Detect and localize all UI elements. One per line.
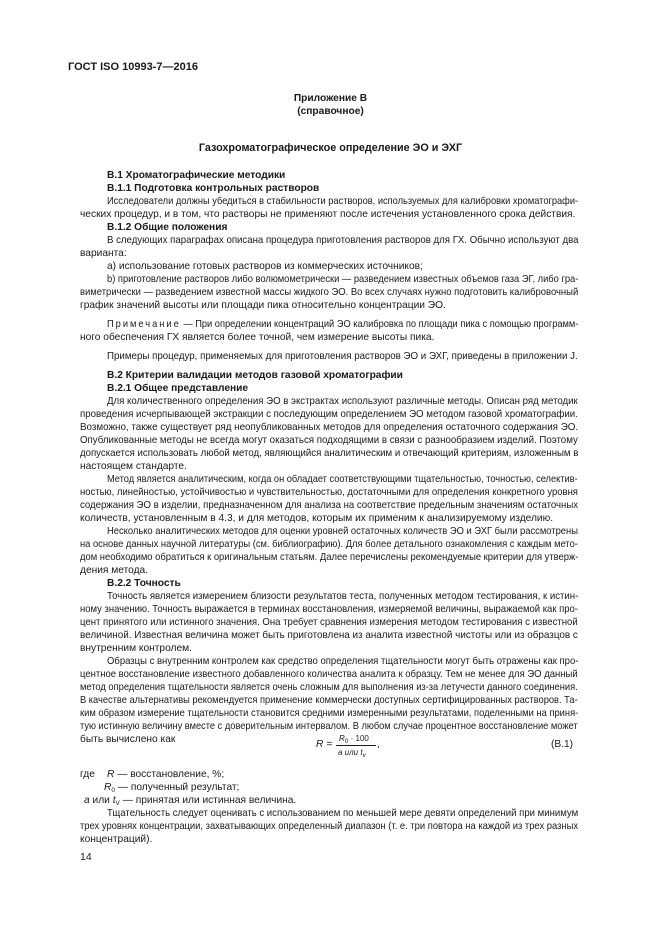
where-r0: $R_0$ — полученный результат; <box>104 782 240 794</box>
heading-b2-2: В.2.2 Точность <box>107 578 181 589</box>
where-a-t: a или $t_V$ — принятая или истинная величина. <box>84 795 297 807</box>
note-line: ного обеспечения ГХ является более точной, чем измерение высоты пика. <box>80 332 435 343</box>
text-line: цент принятого или истинного значения. Она требует сравнения измерения методом тестирования с известной <box>80 617 578 628</box>
text-line: Опубликованные методы не всегда могут оказаться подходящими в связи с разнообразием изделий. Поэтому <box>80 435 578 446</box>
text-line: содержания ЭО в изделии, предназначенном для анализа на соответствие предельным значениям остаточных <box>80 500 579 511</box>
formula-number: (В.1) <box>551 739 574 750</box>
text-line: на основе данных научной литературы (см. библиографию). Для более детального ознакомления с каждым мето- <box>80 539 578 550</box>
text-line: величиной. Известная величина может быть приготовлена из аналита известной чистоты или из образцов с <box>80 630 578 641</box>
text-line: варианта: <box>80 248 127 259</box>
text-line: проведения исчерпывающей экстракции с последующим определением ЭО методом газовой хроматографии. <box>80 409 578 420</box>
where-r: R — восстановление, %; <box>107 769 225 780</box>
text-line: Метод является аналитическим, когда он обладает соответствующими тщательностью, точностью, селектив- <box>107 474 578 485</box>
text-line: ному значению. Точность выражается в терминах восстановления, измеряемой величины, выражаемой как про- <box>80 604 578 615</box>
text-line: настоящем стандарте. <box>80 461 187 472</box>
appendix-title: Приложение В <box>293 93 368 104</box>
doc-header: ГОСТ ISO 10993-7—2016 <box>68 61 198 73</box>
text-line: быть вычислено как <box>80 734 176 745</box>
text-line: ческих процедур, и в том, что растворы не применяют после истечения установленного срока действия. <box>80 209 576 220</box>
note-text: — При определении концентраций ЭО калибровка по площади пика с помощью программ- <box>180 319 579 330</box>
formula-denominator: a или $t_v$ <box>338 748 366 759</box>
text-line: концентраций). <box>80 834 153 845</box>
text-line: количеств, установленным в 4.3, и для методов, которым их применим к анализируемому изделию. <box>80 513 554 524</box>
text-line: Для количественного определения ЭО в экстрактах используют различные методы. Описан ряд методик <box>107 396 578 407</box>
text-line: дом необходимо обратиться к оригинальным статьям. Далее перечислены рекомендуемые критерии для утверж- <box>80 552 579 563</box>
text-line: тую истинную величину вместе с доверительным интервалом. В любом случае процентное восстановление может <box>80 721 578 732</box>
note-line <box>107 318 578 331</box>
text-line: график значений высоты или площади пика относительно концентрации ЭО. <box>80 300 446 311</box>
text-line: Исследователи должны убедиться в стабильности растворов, используемых для калибровки хроматографи- <box>107 196 579 207</box>
text-line: метод определения тщательности является очень сложным для выполнения из-за летучести данного соединения. <box>80 682 578 693</box>
text-line: ким образом измерение тщательности становится средними измеренными результатами, поделенными на приня- <box>80 708 579 719</box>
examples-line: Примеры процедур, применяемых для приготовления растворов ЭО и ЭХГ, приведены в приложении J. <box>107 351 578 362</box>
formula-trail: , <box>377 739 380 750</box>
text-line: В качестве альтернативы рекомендуется применение коммерчески доступных сертифицированных растворов. Та- <box>80 695 578 706</box>
page-number: 14 <box>80 851 92 863</box>
text-line: Тщательность следует оценивать с использованием по меньшей мере девяти определений при минимум <box>107 808 579 819</box>
text-line: В следующих параграфах описана процедура приготовления растворов для ГХ. Обычно используют два <box>107 235 579 246</box>
heading-b2: В.2 Критерии валидации методов газовой хроматографии <box>107 370 403 381</box>
text-line: Образцы с внутренним контролем как средство определения тщательности могут быть отражены как про- <box>107 656 579 667</box>
text-line: дения метода. <box>80 565 149 576</box>
text-line: Возможно, также существует ряд неопубликованных методов для определения остаточного содержания ЭО. <box>80 422 579 433</box>
where-label: где <box>80 769 95 780</box>
text-line: Несколько аналитических методов для оценки уровней остаточных количеств ЭО и ЭХГ были рассмотрены <box>107 526 578 537</box>
heading-b1-2: В.1.2 Общие положения <box>107 222 228 233</box>
list-item-b: b) приготовление растворов либо волюмометрически — разведением известных объемов газа ЭГ, либо гра- <box>107 274 579 285</box>
appendix-subtitle: (справочное) <box>297 106 364 117</box>
text-line: Точность является измерением близости результатов теста, полученных методом тестирования, к истин- <box>107 591 579 602</box>
text-line: внутренним контролем. <box>80 643 192 654</box>
list-item-a: а) использование готовых растворов из коммерческих источников; <box>107 261 423 272</box>
formula-lhs: R = <box>316 739 333 750</box>
text-line: трех уровнях концентрации, захватывающих определенный диапазон (т. е. три повтора на каждой из трех разных <box>80 821 579 832</box>
text-line: допускается использовать любой метод, являющийся аналитическим и отвечающий критериям, изложенным в <box>80 448 579 459</box>
note-label: Примечание <box>107 319 181 330</box>
formula-numerator: $R_0 \cdot 100$ <box>339 734 369 745</box>
text-line: виметрически — разведением известной массы жидкого ЭО. Во всех случаях нужно подготовить калибровочный <box>80 287 579 298</box>
heading-b2-1: В.2.1 Общее представление <box>107 383 249 394</box>
heading-b1: В.1 Хроматографические методики <box>107 170 286 181</box>
text-line: ностью, линейностью, устойчивостью и чувствительностью, достаточными для определения конкретного уровня <box>80 487 578 498</box>
fraction-bar <box>336 745 376 746</box>
main-title: Газохроматографическое определение ЭО и ЭХГ <box>198 142 463 154</box>
text-line: центное восстановление известного добавленного количества аналита к образцу. Тем не менее для ЭО данный <box>80 669 578 680</box>
heading-b1-1: В.1.1 Подготовка контрольных растворов <box>107 183 320 194</box>
